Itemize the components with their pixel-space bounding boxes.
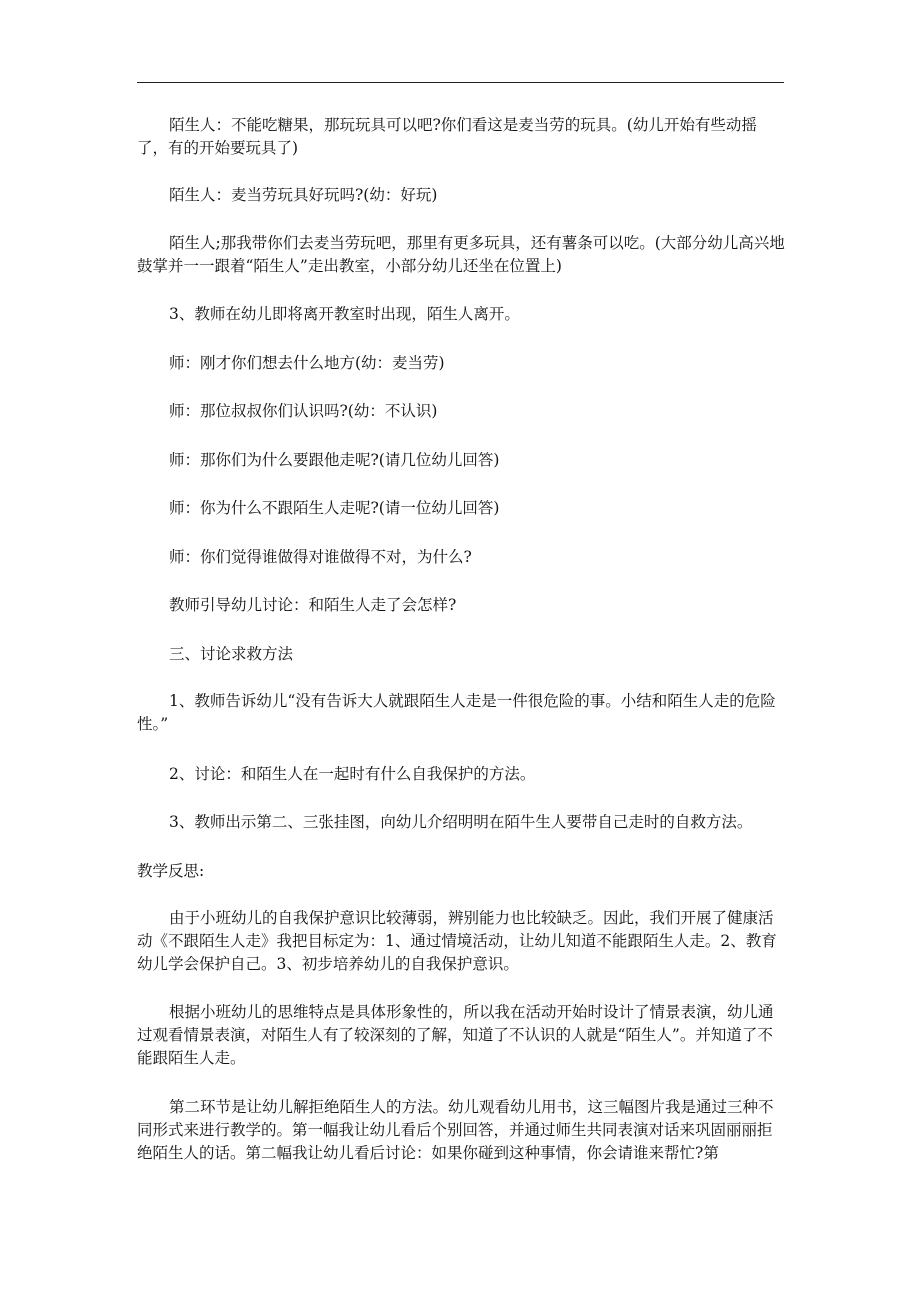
- paragraph: 3、教师在幼儿即将离开教室时出现，陌生人离开。: [169, 305, 520, 323]
- paragraph: 根据小班幼儿的思维特点是具体形象性的，所以我在活动开始时设计了情景表演，幼儿通过观看情景表演，对陌生人有了较深刻的了解，知道了不认识的人就是“陌生人”。并知道了不能跟陌生人走。: [137, 1003, 774, 1067]
- paragraph: 师：你为什么不跟陌生人走呢?(请一位幼儿回答): [169, 499, 500, 517]
- paragraph: 由于小班幼儿的自我保护意识比较薄弱，辨别能力也比较缺乏。因此，我们开展了健康活动《不跟陌生人走》我把目标定为：1、通过情境活动，让幼儿知道不能跟陌生人走。2、教育幼儿学会保护自己。3、初步培养幼儿的自我保护意识。: [137, 909, 777, 973]
- paragraph: 陌生人：麦当劳玩具好玩吗?(幼：好玩): [169, 186, 438, 204]
- section-heading: 教学反思:: [137, 862, 205, 880]
- paragraph: 师：你们觉得谁做得对谁做得不对，为什么?: [169, 548, 472, 566]
- paragraph: 师：那你们为什么要跟他走呢?(请几位幼儿回答): [169, 451, 500, 469]
- paragraph: 陌生人;那我带你们去麦当劳玩吧，那里有更多玩具，还有薯条可以吃。(大部分幼儿高兴地鼓掌并一一跟着“陌生人”走出教室，小部分幼儿还坐在位置上): [137, 234, 785, 275]
- paragraph: 第二环节是让幼儿解拒绝陌生人的方法。幼儿观看幼儿用书，这三幅图片我是通过三种不同形式来进行教学的。第一幅我让幼儿看后个别回答，并通过师生共同表演对话来巩固丽丽拒绝陌生人的话。第二幅我让幼儿看后讨论：如果你碰到这种事情，你会请谁来帮忙?第: [137, 1098, 774, 1162]
- paragraph: 陌生人：不能吃糖果，那玩玩具可以吧?你们看这是麦当劳的玩具。(幼儿开始有些动摇了，有的开始要玩具了): [137, 116, 757, 157]
- paragraph: 1、教师告诉幼儿“没有告诉大人就跟陌生人走是一件很危险的事。小结和陌生人走的危险性。”: [137, 692, 776, 733]
- header-rule: [137, 82, 784, 83]
- paragraph: 师：刚才你们想去什么地方(幼：麦当劳): [169, 354, 445, 372]
- paragraph: 教师引导幼儿讨论：和陌生人走了会怎样?: [169, 596, 457, 614]
- paragraph: 师：那位叔叔你们认识吗?(幼：不认识): [169, 402, 438, 420]
- paragraph: 2、讨论：和陌生人在一起时有什么自我保护的方法。: [169, 765, 536, 783]
- section-heading: 三、讨论求救方法: [169, 645, 294, 663]
- paragraph: 3、教师出示第二、三张挂图，向幼儿介绍明明在陌牛生人要带自己走时的自救方法。: [169, 813, 753, 831]
